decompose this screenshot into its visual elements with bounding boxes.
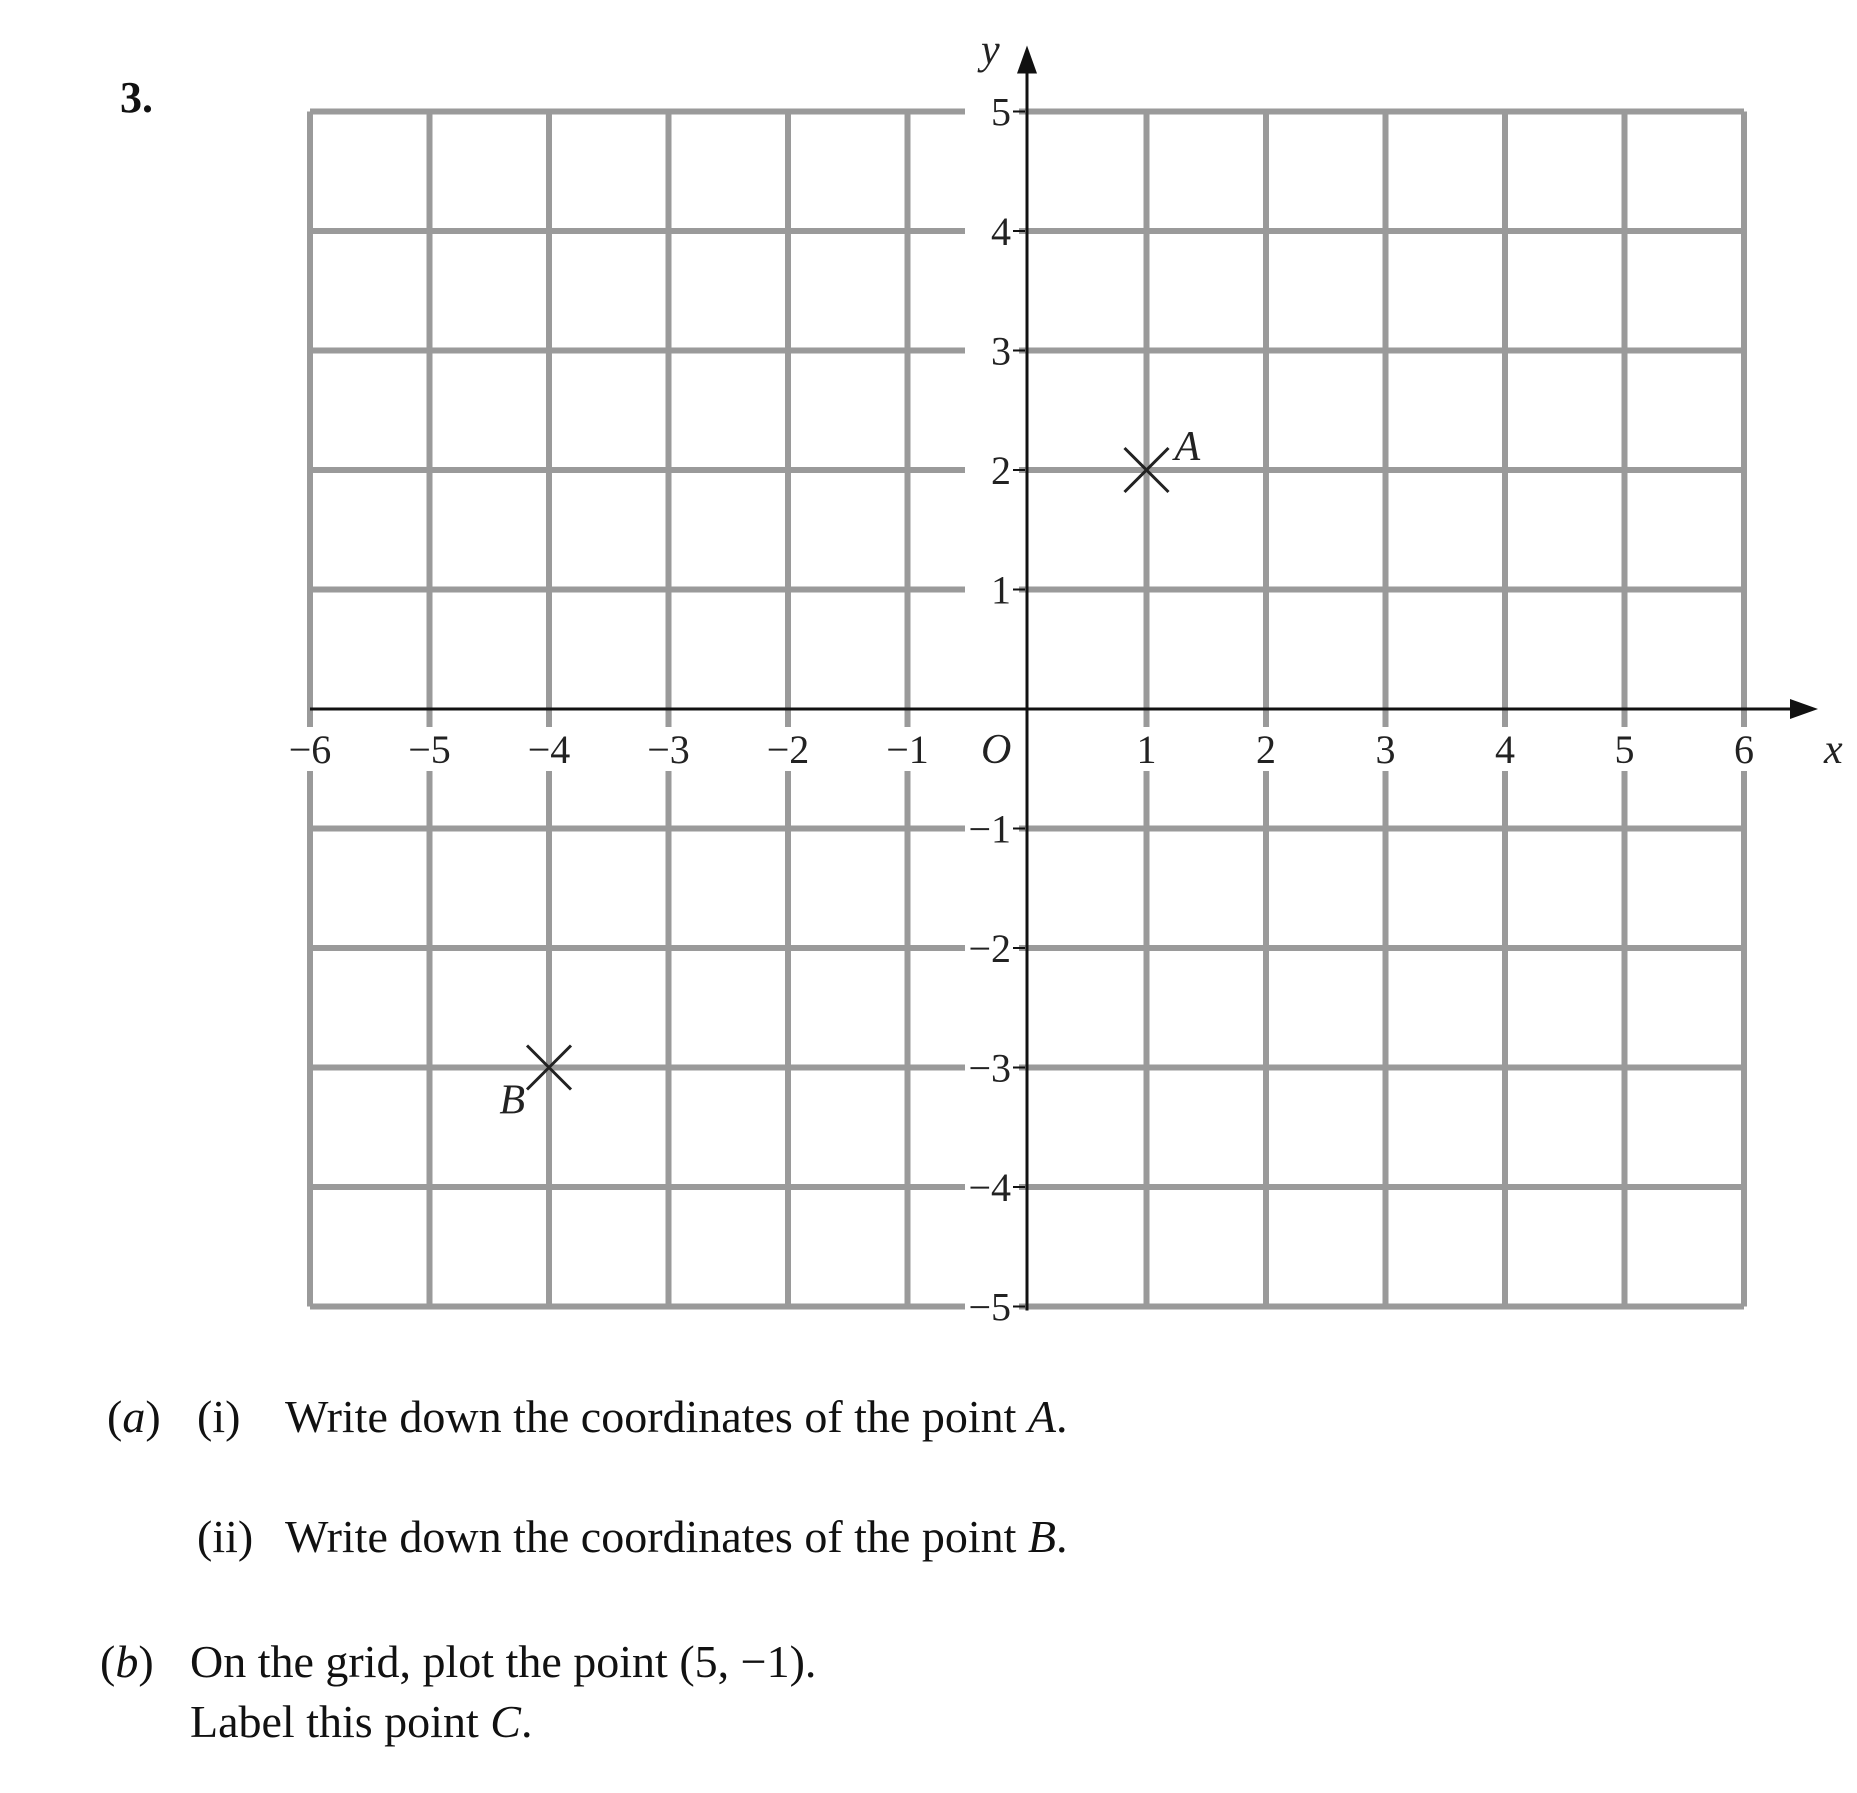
- part-b-label: (b): [100, 1636, 154, 1687]
- axes: [310, 28, 1843, 1311]
- y-tick-label: −2: [968, 926, 1011, 971]
- x-axis-arrow: [1790, 699, 1818, 719]
- part-a-i: [107, 1388, 1068, 1446]
- part-b-line1: On the grid, plot the point (5, −1).: [190, 1636, 817, 1687]
- x-tick-label: 3: [1375, 727, 1396, 772]
- plotted-points: [499, 424, 1200, 1124]
- part-a-i-label: (i): [197, 1391, 241, 1442]
- part-a-ii-label: (ii): [197, 1511, 254, 1562]
- x-tick-label: 1: [1136, 727, 1157, 772]
- question-number: 3.: [120, 73, 153, 122]
- x-tick-label: −2: [766, 727, 810, 772]
- y-tick-label: 3: [991, 328, 1011, 374]
- part-a-ii: [197, 1508, 1068, 1566]
- x-axis-name: x: [1824, 727, 1843, 773]
- point-c-ref: C: [490, 1696, 521, 1747]
- x-tick-label: 4: [1495, 727, 1515, 772]
- x-tick-label: 2: [1256, 727, 1276, 772]
- x-tick-label: −1: [886, 727, 929, 772]
- y-tick-label: 2: [991, 448, 1011, 493]
- x-tick-label: −4: [527, 727, 571, 772]
- y-tick-label: 4: [991, 209, 1011, 254]
- y-tick-label: 5: [991, 89, 1011, 135]
- point-label-a: A: [1174, 424, 1201, 470]
- part-a-label: (a): [107, 1391, 161, 1442]
- part-a-i-text: Write down the coordinates of the point A.: [285, 1391, 1068, 1442]
- part-b: [100, 1633, 817, 1691]
- y-tick-label: −3: [968, 1045, 1011, 1091]
- x-tick-label: −6: [288, 727, 332, 772]
- point-b-ref: B: [1027, 1511, 1057, 1562]
- x-tick-label: 5: [1614, 727, 1635, 772]
- point-a-ref: A: [1027, 1391, 1057, 1442]
- part-a-ii-text: Write down the coordinates of the point B.: [285, 1511, 1068, 1562]
- x-tick-label: 6: [1734, 727, 1754, 772]
- y-tick-label: −5: [968, 1284, 1011, 1330]
- y-axis-arrow: [1017, 46, 1037, 74]
- point-a: [1125, 424, 1201, 492]
- y-tick-label: −4: [968, 1165, 1011, 1210]
- part-b-line2: Label this point C.: [190, 1696, 533, 1747]
- point-b: [499, 1046, 571, 1124]
- y-axis-name: y: [981, 27, 1000, 74]
- x-tick-label: −3: [647, 727, 690, 772]
- point-label-b: B: [499, 1077, 525, 1124]
- y-tick-label: 1: [991, 567, 1011, 613]
- origin-label: O: [981, 727, 1012, 773]
- x-tick-label: −5: [408, 727, 451, 772]
- y-tick-label: −1: [968, 806, 1011, 852]
